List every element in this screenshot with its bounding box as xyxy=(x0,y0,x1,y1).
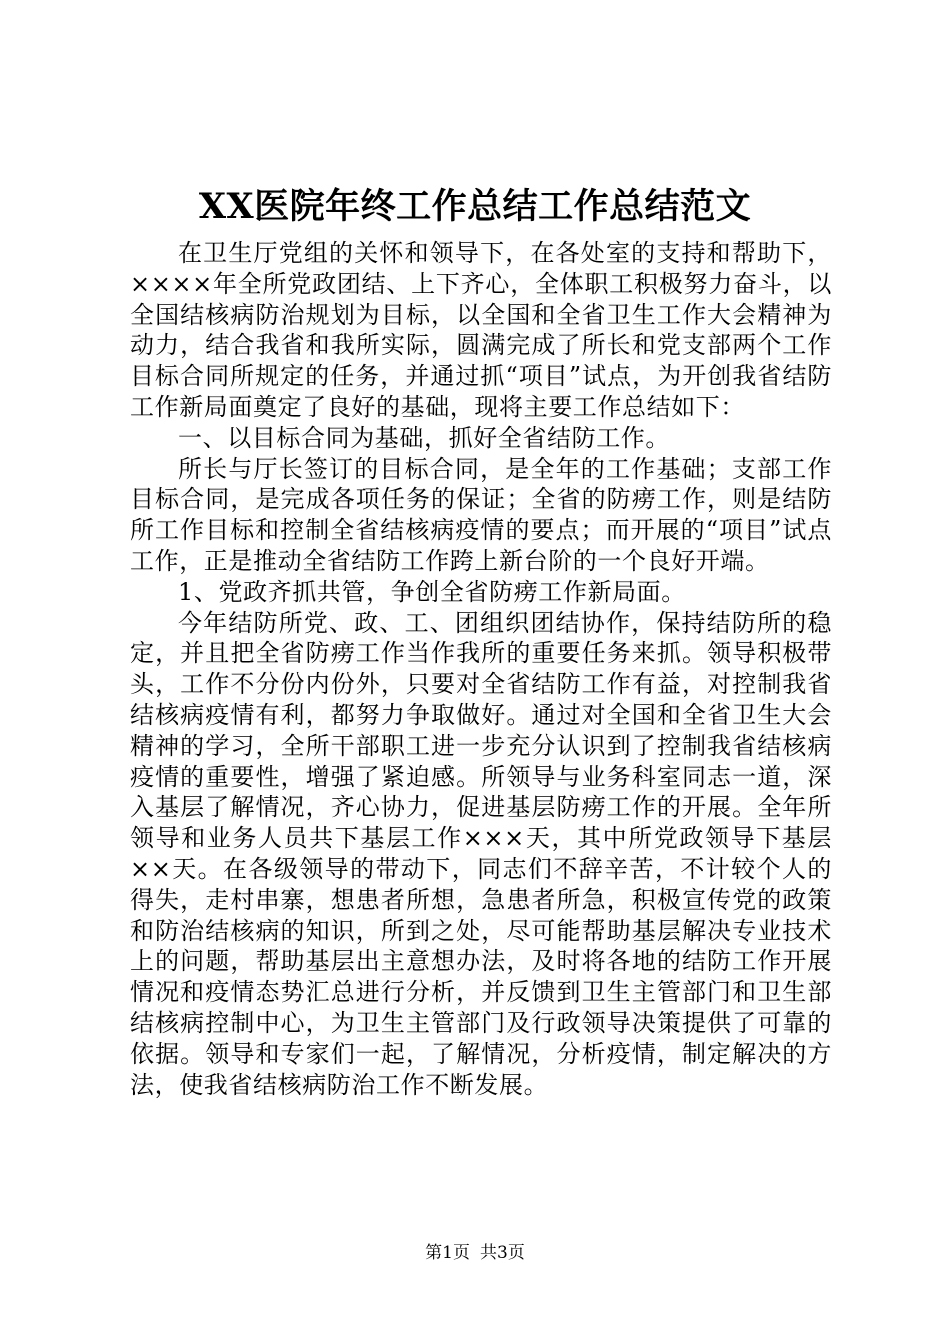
document-body xyxy=(130,238,832,1100)
paragraph-subsection-1-1: 今年结防所党、政、工、团组织团结协作，保持结防所的稳定，并且把全省防痨工作当作我所的重要任务来抓。领导积极带头，工作不分份内份外，只要对全省结防工作有益，对控制我省结核病疫情有利，都努力争取做好。通过对全国和全省卫生大会精神的学习，全所干部职工进一步充分认识到了控制我省结核病疫情的重要性，增强了紧迫感。所领导与业务科室同志一道，深入基层了解情况，齐心协力，促进基层防痨工作的开展。全年所领导和业务人员共下基层工作×××天，其中所党政领导下基层××天。在各级领导的带动下，同志们不辞辛苦，不计较个人的得失，走村串寨，想患者所想，急患者所急，积极宣传党的政策和防治结核病的知识，所到之处，尽可能帮助基层解决专业技术上的问题，帮助基层出主意想办法，及时将各地的结防工作开展情况和疫情态势汇总进行分析，并反馈到卫生主管部门和卫生部结核病控制中心，为卫生主管部门及行政领导决策提供了可靠的依据。领导和专家们一起，了解情况，分析疫情，制定解决的方法，使我省结核病防治工作不断发展。 xyxy=(130,608,832,1099)
section-heading-1: 一、以目标合同为基础，抓好全省结防工作。 xyxy=(178,423,670,452)
page-footer xyxy=(0,1241,950,1265)
paragraph-section-1: 所长与厅长签订的目标合同，是全年的工作基础；支部工作目标合同，是完成各项任务的保证；全省的防痨工作，则是结防所工作目标和控制全省结核病疫情的要点；而开展的“项目”试点工作，正是推动全省结防工作跨上新台阶的一个良好开端。 xyxy=(130,454,832,575)
page-number-current: 第1页 xyxy=(425,1243,470,1263)
subsection-heading-1-1: 1、党政齐抓共管，争创全省防痨工作新局面。 xyxy=(178,577,686,606)
paragraph-intro: 在卫生厅党组的关怀和领导下，在各处室的支持和帮助下，××××年全所党政团结、上下齐心，全体职工积极努力奋斗，以全国结核病防治规划为目标，以全国和全省卫生工作大会精神为动力，结合我省和我所实际，圆满完成了所长和党支部两个工作目标合同所规定的任务，并通过抓“项目”试点，为开创我省结防工作新局面奠定了良好的基础，现将主要工作总结如下： xyxy=(130,239,832,421)
page-number-total: 共3页 xyxy=(480,1243,525,1263)
document-title: XX医院年终工作总结工作总结范文 xyxy=(198,186,752,227)
